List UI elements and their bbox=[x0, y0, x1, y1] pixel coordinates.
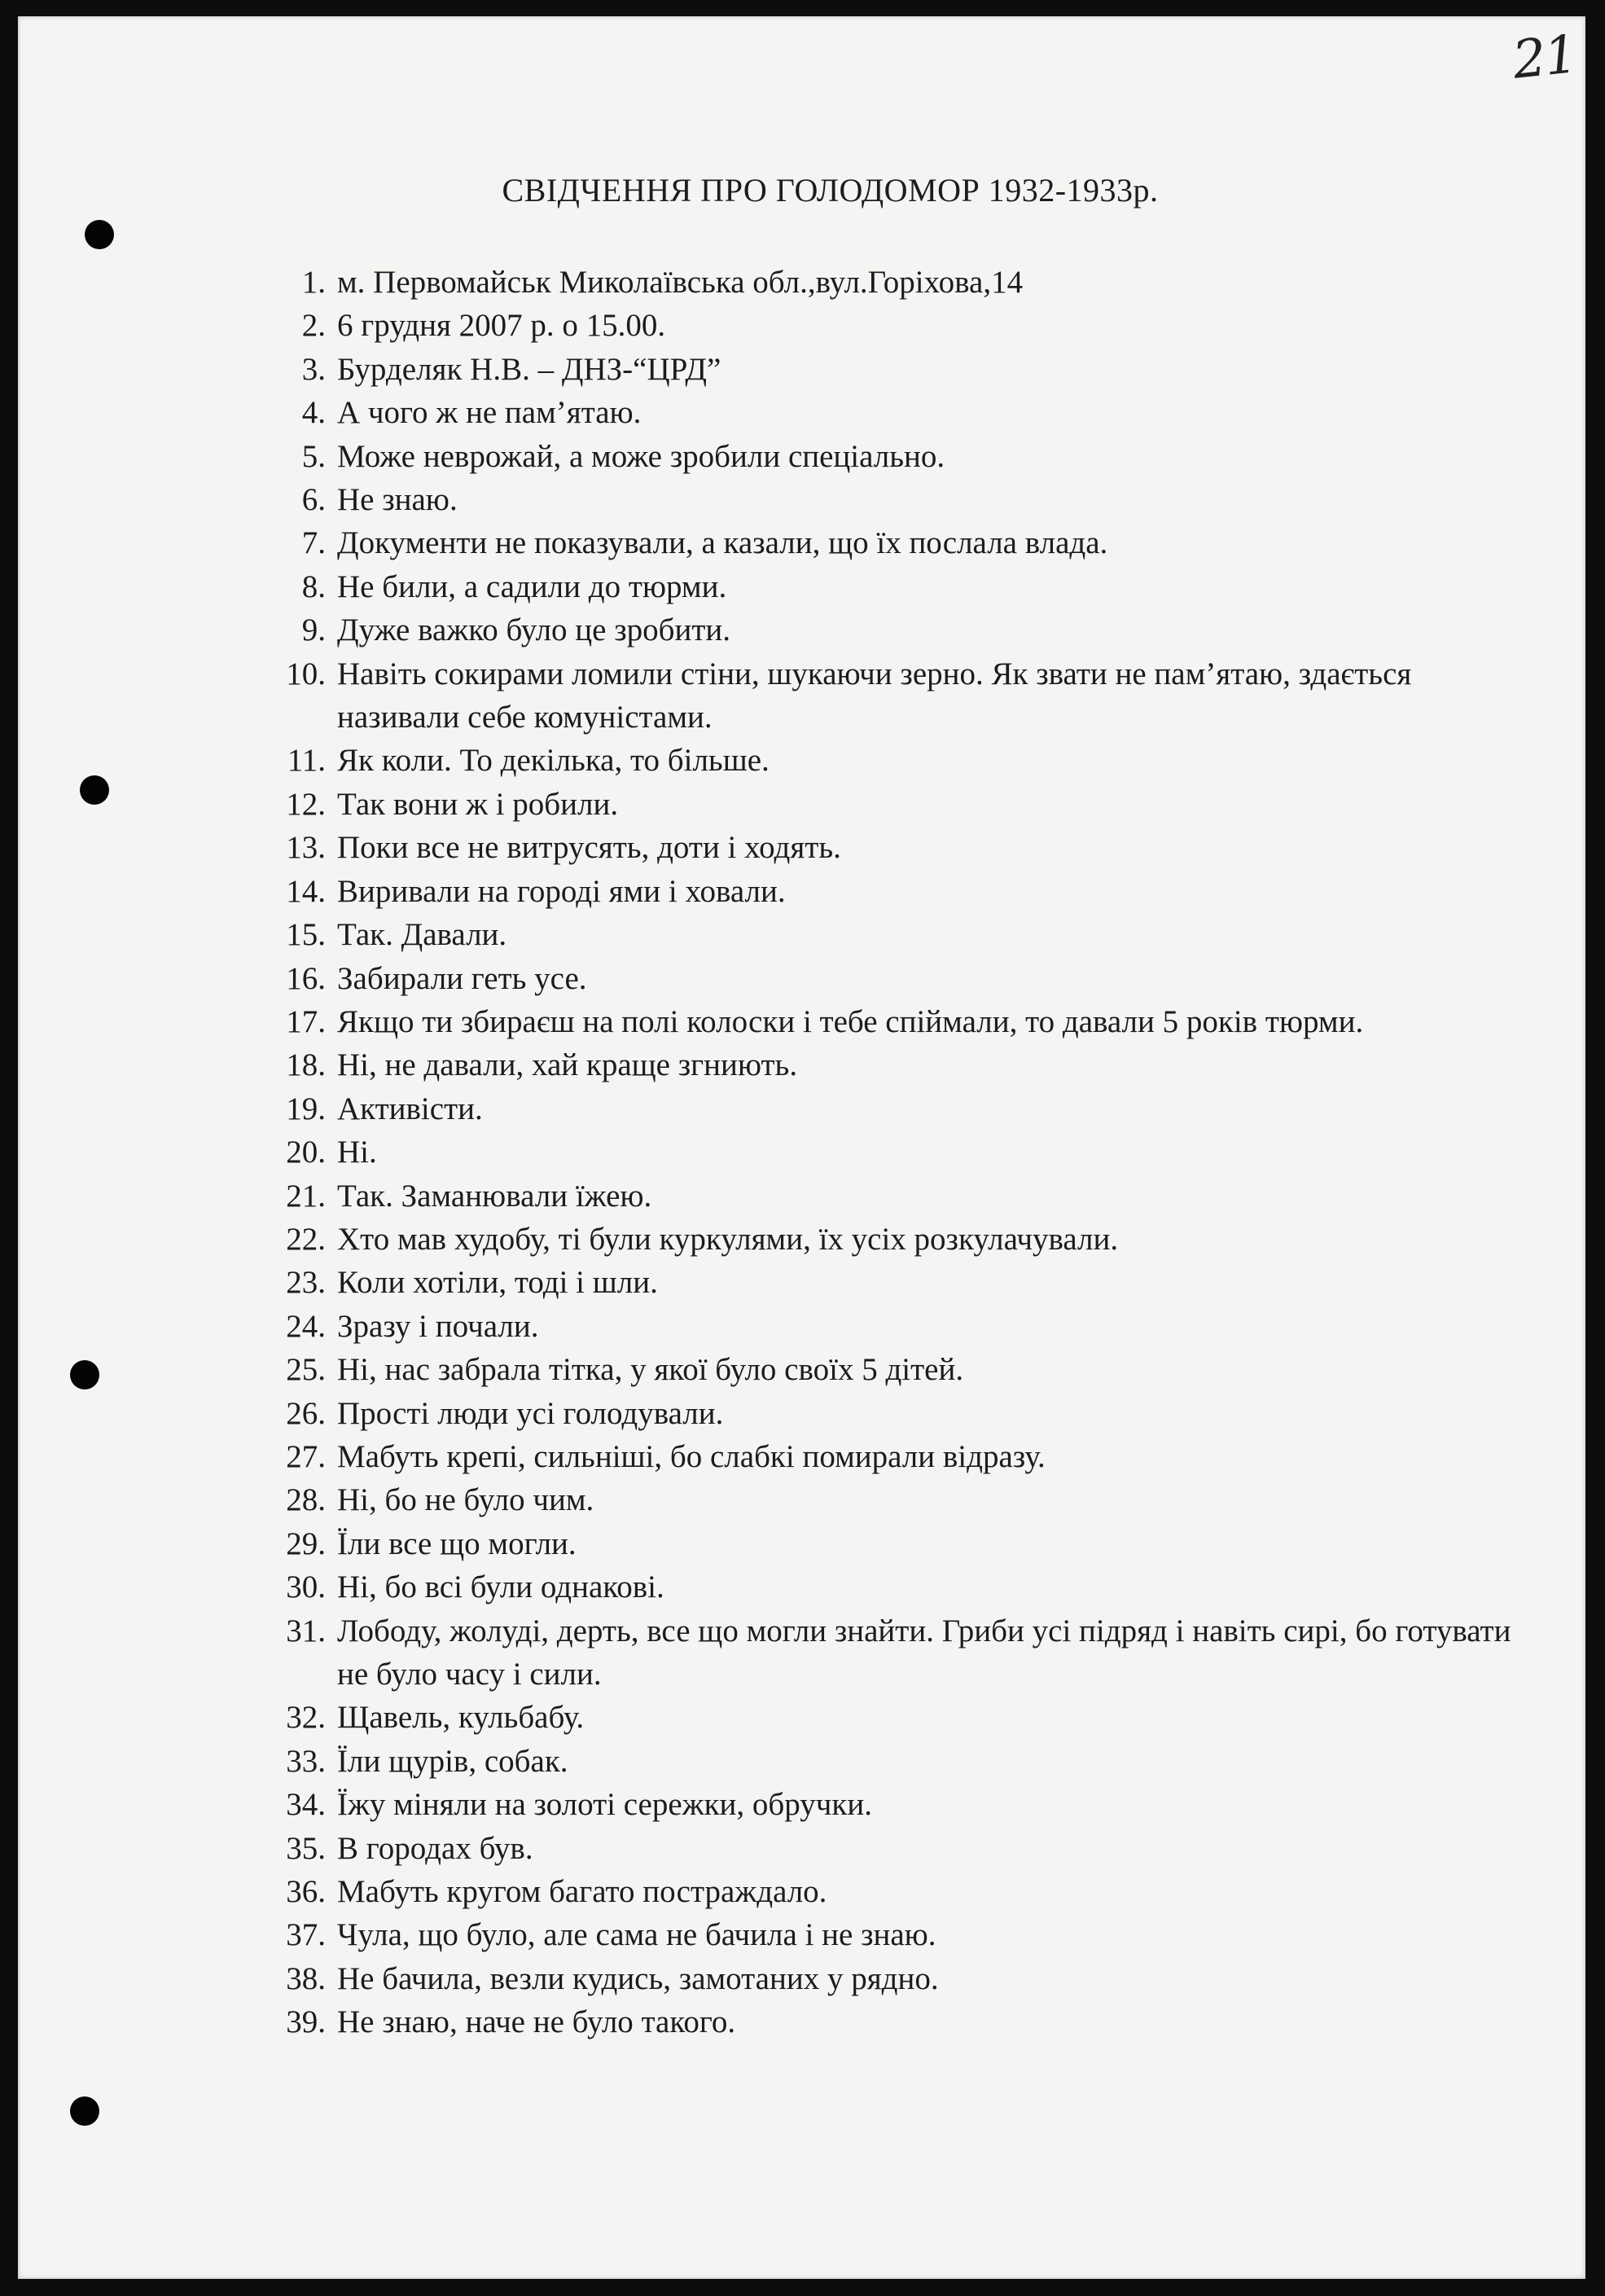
answer-item bbox=[277, 1174, 1547, 1218]
answer-text: Може неврожай, а може зробили спеціально. bbox=[337, 438, 945, 474]
answer-text: Активісти. bbox=[337, 1091, 483, 1126]
answer-item bbox=[277, 1827, 1547, 1870]
answer-number: 31. bbox=[286, 1613, 326, 1648]
answer-item bbox=[277, 1000, 1547, 1043]
answer-item bbox=[277, 783, 1547, 826]
answer-number: 32. bbox=[286, 1700, 326, 1736]
answer-number: 33. bbox=[286, 1743, 326, 1779]
answer-item bbox=[277, 1609, 1547, 1697]
handwritten-page-number: 21 bbox=[1510, 24, 1580, 91]
answer-text: 6 грудня 2007 р. о 15.00. bbox=[337, 308, 666, 344]
answer-text: А чого ж не пам’ятаю. bbox=[337, 395, 642, 431]
answer-number: 35. bbox=[286, 1830, 326, 1866]
answer-number: 5. bbox=[301, 438, 326, 474]
answer-text: Коли хотіли, тоді і шли. bbox=[337, 1265, 658, 1301]
answer-item bbox=[277, 1435, 1547, 1478]
answer-text: Лободу, жолуді, дерть, все що могли знайти. Гриби усі підряд і навіть сирі, бо готувати не було часу і сили. bbox=[337, 1613, 1519, 1692]
answer-number: 13. bbox=[286, 830, 326, 866]
document-title: СВІДЧЕННЯ ПРО ГОЛОДОМОР 1932-1933р. bbox=[502, 172, 1159, 209]
answer-text: Бурделяк Н.В. – ДНЗ-“ЦРД” bbox=[337, 351, 721, 387]
answer-text: Мабуть крепі, сильніші, бо слабкі помирали відразу. bbox=[337, 1438, 1046, 1474]
answer-item bbox=[277, 435, 1547, 478]
answer-text: Ні, не давали, хай краще згниють. bbox=[337, 1047, 798, 1083]
answer-text: Чула, що було, але сама не бачила і не знаю. bbox=[337, 1917, 936, 1953]
answer-text: Документи не показували, а казали, що їх послала влада. bbox=[337, 525, 1108, 561]
answer-number: 21. bbox=[286, 1178, 326, 1214]
answer-text: Їжу міняли на золоті сережки, обручки. bbox=[337, 1787, 872, 1823]
answer-item bbox=[277, 1130, 1547, 1174]
answer-number: 39. bbox=[286, 2004, 326, 2040]
answer-item bbox=[277, 1305, 1547, 1348]
answer-number: 14. bbox=[286, 873, 326, 909]
answer-item bbox=[277, 870, 1547, 913]
answer-item bbox=[277, 826, 1547, 869]
punch-hole bbox=[85, 220, 114, 249]
answer-number: 4. bbox=[301, 395, 326, 431]
answer-text: Так вони ж і робили. bbox=[337, 786, 619, 822]
punch-hole bbox=[70, 2096, 99, 2126]
answer-number: 29. bbox=[286, 1526, 326, 1561]
answer-text: Мабуть кругом багато постраждало. bbox=[337, 1874, 827, 1910]
answer-number: 7. bbox=[301, 525, 326, 561]
answer-item bbox=[277, 2000, 1547, 2044]
answer-number: 19. bbox=[286, 1091, 326, 1126]
answer-item bbox=[277, 739, 1547, 782]
answer-text: Не знаю, наче не було такого. bbox=[337, 2004, 736, 2040]
punch-hole bbox=[80, 775, 109, 805]
answer-number: 1. bbox=[301, 265, 326, 300]
answer-text: Дуже важко було це зробити. bbox=[337, 612, 731, 648]
answer-item bbox=[277, 957, 1547, 1000]
answer-item bbox=[277, 1565, 1547, 1609]
answer-text: Навіть сокирами ломили стіни, шукаючи зерно. Як звати не пам’ятаю, здається називали себе комуністами. bbox=[337, 656, 1420, 735]
answer-text: Як коли. То декілька, то більше. bbox=[337, 743, 770, 779]
answer-number: 22. bbox=[286, 1221, 326, 1257]
answer-text: Не знаю. bbox=[337, 482, 458, 518]
answer-item bbox=[277, 608, 1547, 652]
answer-item bbox=[277, 1957, 1547, 2000]
answer-number: 3. bbox=[301, 351, 326, 387]
answer-item bbox=[277, 1696, 1547, 1739]
answer-number: 38. bbox=[286, 1960, 326, 1996]
answer-number: 8. bbox=[301, 569, 326, 604]
answer-number: 34. bbox=[286, 1787, 326, 1823]
answer-item bbox=[277, 1261, 1547, 1304]
answer-text: Не бачила, везли кудись, замотаних у рядно. bbox=[337, 1960, 939, 1996]
answer-item bbox=[277, 1392, 1547, 1435]
answer-text: Ні, бо всі були однакові. bbox=[337, 1569, 664, 1605]
answer-number: 37. bbox=[286, 1917, 326, 1953]
answer-number: 24. bbox=[286, 1308, 326, 1344]
answer-item bbox=[277, 1522, 1547, 1565]
answer-number: 16. bbox=[286, 960, 326, 996]
answer-text: Так. Заманювали їжею. bbox=[337, 1178, 652, 1214]
answer-text: В городах був. bbox=[337, 1830, 533, 1866]
answer-text: Забирали геть усе. bbox=[337, 960, 587, 996]
answer-number: 12. bbox=[286, 786, 326, 822]
answer-number: 9. bbox=[301, 612, 326, 648]
answer-item bbox=[277, 913, 1547, 956]
answer-item bbox=[277, 261, 1547, 304]
answer-item bbox=[277, 1740, 1547, 1783]
answer-text: Ні, бо не було чим. bbox=[337, 1482, 594, 1518]
answer-text: Хто мав худобу, ті були куркулями, їх усіх розкулачували. bbox=[337, 1221, 1119, 1257]
answer-number: 36. bbox=[286, 1874, 326, 1910]
punch-hole bbox=[70, 1360, 99, 1389]
answer-item bbox=[277, 1478, 1547, 1521]
answer-text: Щавель, кульбабу. bbox=[337, 1700, 585, 1736]
document-page bbox=[18, 16, 1585, 2279]
answer-item bbox=[277, 304, 1547, 347]
answer-number: 10. bbox=[286, 656, 326, 691]
answer-item bbox=[277, 1043, 1547, 1087]
answer-number: 28. bbox=[286, 1482, 326, 1518]
answer-text: Так. Давали. bbox=[337, 917, 507, 953]
answer-item bbox=[277, 652, 1547, 740]
answer-number: 26. bbox=[286, 1395, 326, 1431]
answer-item bbox=[277, 348, 1547, 391]
answer-number: 2. bbox=[301, 308, 326, 344]
answer-number: 15. bbox=[286, 917, 326, 953]
answer-number: 6. bbox=[301, 482, 326, 518]
answer-text: Виривали на городі ями і ховали. bbox=[337, 873, 786, 909]
answer-item bbox=[277, 1348, 1547, 1391]
answer-text: Ні, нас забрала тітка, у якої було своїх 5 дітей. bbox=[337, 1352, 964, 1388]
answer-text: Їли все що могли. bbox=[337, 1526, 577, 1561]
answer-item bbox=[277, 565, 1547, 608]
answer-number: 20. bbox=[286, 1135, 326, 1170]
answer-number: 17. bbox=[286, 1003, 326, 1039]
answer-number: 25. bbox=[286, 1352, 326, 1388]
answer-item bbox=[277, 1870, 1547, 1913]
answer-item bbox=[277, 1087, 1547, 1130]
answer-item bbox=[277, 1783, 1547, 1826]
answer-text: Поки все не витрусять, доти і ходять. bbox=[337, 830, 841, 866]
answer-text: м. Первомайськ Миколаївська обл.,вул.Горіхова,14 bbox=[337, 265, 1024, 300]
answer-text: Їли щурів, собак. bbox=[337, 1743, 568, 1779]
answer-text: Ні. bbox=[337, 1135, 377, 1170]
answer-text: Зразу і почали. bbox=[337, 1308, 539, 1344]
answer-number: 18. bbox=[286, 1047, 326, 1083]
answer-item bbox=[277, 521, 1547, 564]
answer-item bbox=[277, 478, 1547, 521]
answers-list bbox=[277, 261, 1547, 2044]
answer-number: 30. bbox=[286, 1569, 326, 1605]
answer-text: Не били, а садили до тюрми. bbox=[337, 569, 727, 604]
answer-text: Якщо ти збираєш на полі колоски і тебе спіймали, то давали 5 років тюрми. bbox=[337, 1003, 1364, 1039]
answer-number: 27. bbox=[286, 1438, 326, 1474]
answer-number: 11. bbox=[287, 743, 326, 779]
answer-number: 23. bbox=[286, 1265, 326, 1301]
answer-item bbox=[277, 391, 1547, 434]
answer-item bbox=[277, 1218, 1547, 1261]
answer-item bbox=[277, 1913, 1547, 1956]
answer-text: Прості люди усі голодували. bbox=[337, 1395, 724, 1431]
